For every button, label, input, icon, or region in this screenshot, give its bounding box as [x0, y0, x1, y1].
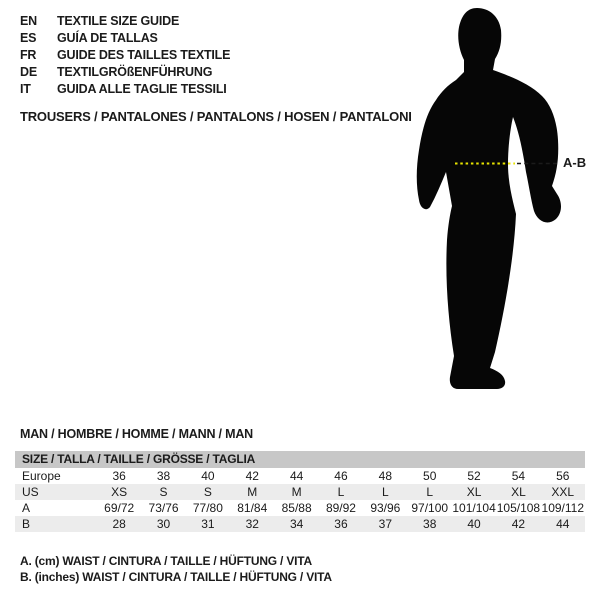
size-cell: 48 [378, 469, 393, 483]
language-code: FR [20, 48, 37, 62]
size-cell: 36 [112, 469, 126, 483]
size-table [15, 451, 585, 532]
man-silhouette [417, 8, 561, 389]
language-code: IT [20, 82, 31, 96]
language-row [20, 81, 230, 98]
size-cell: 105/108 [496, 501, 541, 515]
language-label: TEXTILGRÖßENFÜHRUNG [57, 65, 213, 79]
size-cell: 38 [156, 469, 171, 483]
language-list [20, 13, 230, 98]
size-cell: 85/88 [281, 501, 312, 515]
size-cell: 40 [467, 517, 481, 531]
footnote-a: A. (cm) WAIST / CINTURA / TAILLE / HÜFTUNG / VITA [20, 554, 312, 568]
size-cell: L [337, 485, 345, 499]
measure-label: A-B [563, 155, 587, 170]
size-cell: 77/80 [192, 501, 223, 515]
footnote-b: B. (inches) WAIST / CINTURA / TAILLE / HÜFTUNG / VITA [20, 570, 332, 584]
size-cell: 97/100 [411, 501, 449, 515]
size-cell: M [247, 485, 258, 499]
size-cell: 34 [289, 517, 304, 531]
size-table-header: SIZE / TALLA / TAILLE / GRÖSSE / TAGLIA [15, 451, 585, 468]
language-label: TEXTILE SIZE GUIDE [57, 14, 180, 28]
language-row [20, 47, 230, 64]
size-cell: 42 [245, 469, 259, 483]
language-code: DE [20, 65, 37, 79]
row-label: A [22, 501, 31, 515]
size-cell: 101/104 [452, 501, 496, 515]
size-cell: 81/84 [237, 501, 268, 515]
language-code: EN [20, 14, 37, 28]
man-silhouette-svg [405, 0, 600, 400]
row-label: Europe [22, 469, 61, 483]
size-cell: 32 [245, 517, 259, 531]
size-cell: 28 [112, 517, 126, 531]
section-title: MAN / HOMBRE / HOMME / MANN / MAN [20, 427, 253, 441]
language-label: GUÍA DE TALLAS [57, 31, 158, 45]
size-cell: 93/96 [370, 501, 401, 515]
size-cell: 31 [201, 517, 215, 531]
row-label: B [22, 517, 31, 531]
size-cell: 30 [156, 517, 171, 531]
language-row [20, 64, 230, 81]
size-cell: S [159, 485, 168, 499]
language-label: GUIDE DES TAILLES TEXTILE [57, 48, 231, 62]
size-cell: 37 [378, 517, 393, 531]
table-row [15, 500, 585, 516]
size-cell: 73/76 [148, 501, 179, 515]
size-cell: 56 [556, 469, 570, 483]
footnotes [20, 553, 332, 585]
size-cell: XXL [551, 485, 575, 499]
garment-title: TROUSERS / PANTALONES / PANTALONS / HOSEN / PANTALONI [20, 109, 412, 124]
size-cell: L [426, 485, 434, 499]
size-cell: M [291, 485, 302, 499]
size-cell: XL [466, 485, 482, 499]
size-cell: 46 [334, 469, 348, 483]
size-cell: XS [111, 485, 128, 499]
row-label: US [22, 485, 39, 499]
size-cell: 40 [201, 469, 215, 483]
size-cell: 38 [423, 517, 437, 531]
language-label: GUIDA ALLE TAGLIE TESSILI [57, 82, 227, 96]
table-row [15, 516, 585, 532]
size-cell: 69/72 [104, 501, 135, 515]
size-cell: 54 [511, 469, 526, 483]
language-code: ES [20, 31, 37, 45]
language-row [20, 13, 230, 30]
size-cell: 44 [556, 517, 570, 531]
size-cell: 109/112 [541, 501, 585, 515]
man-silhouette-figure [405, 0, 600, 400]
language-row [20, 30, 230, 47]
size-cell: XL [511, 485, 526, 499]
size-cell: 44 [289, 469, 304, 483]
table-row [15, 468, 585, 484]
size-cell: 36 [334, 517, 348, 531]
size-cell: 89/92 [325, 501, 356, 515]
size-cell: 52 [467, 469, 481, 483]
size-cell: 50 [423, 469, 437, 483]
size-table-body [15, 468, 585, 532]
size-cell: 42 [511, 517, 526, 531]
size-cell: L [381, 485, 389, 499]
size-cell: S [203, 485, 212, 499]
table-row [15, 484, 585, 500]
